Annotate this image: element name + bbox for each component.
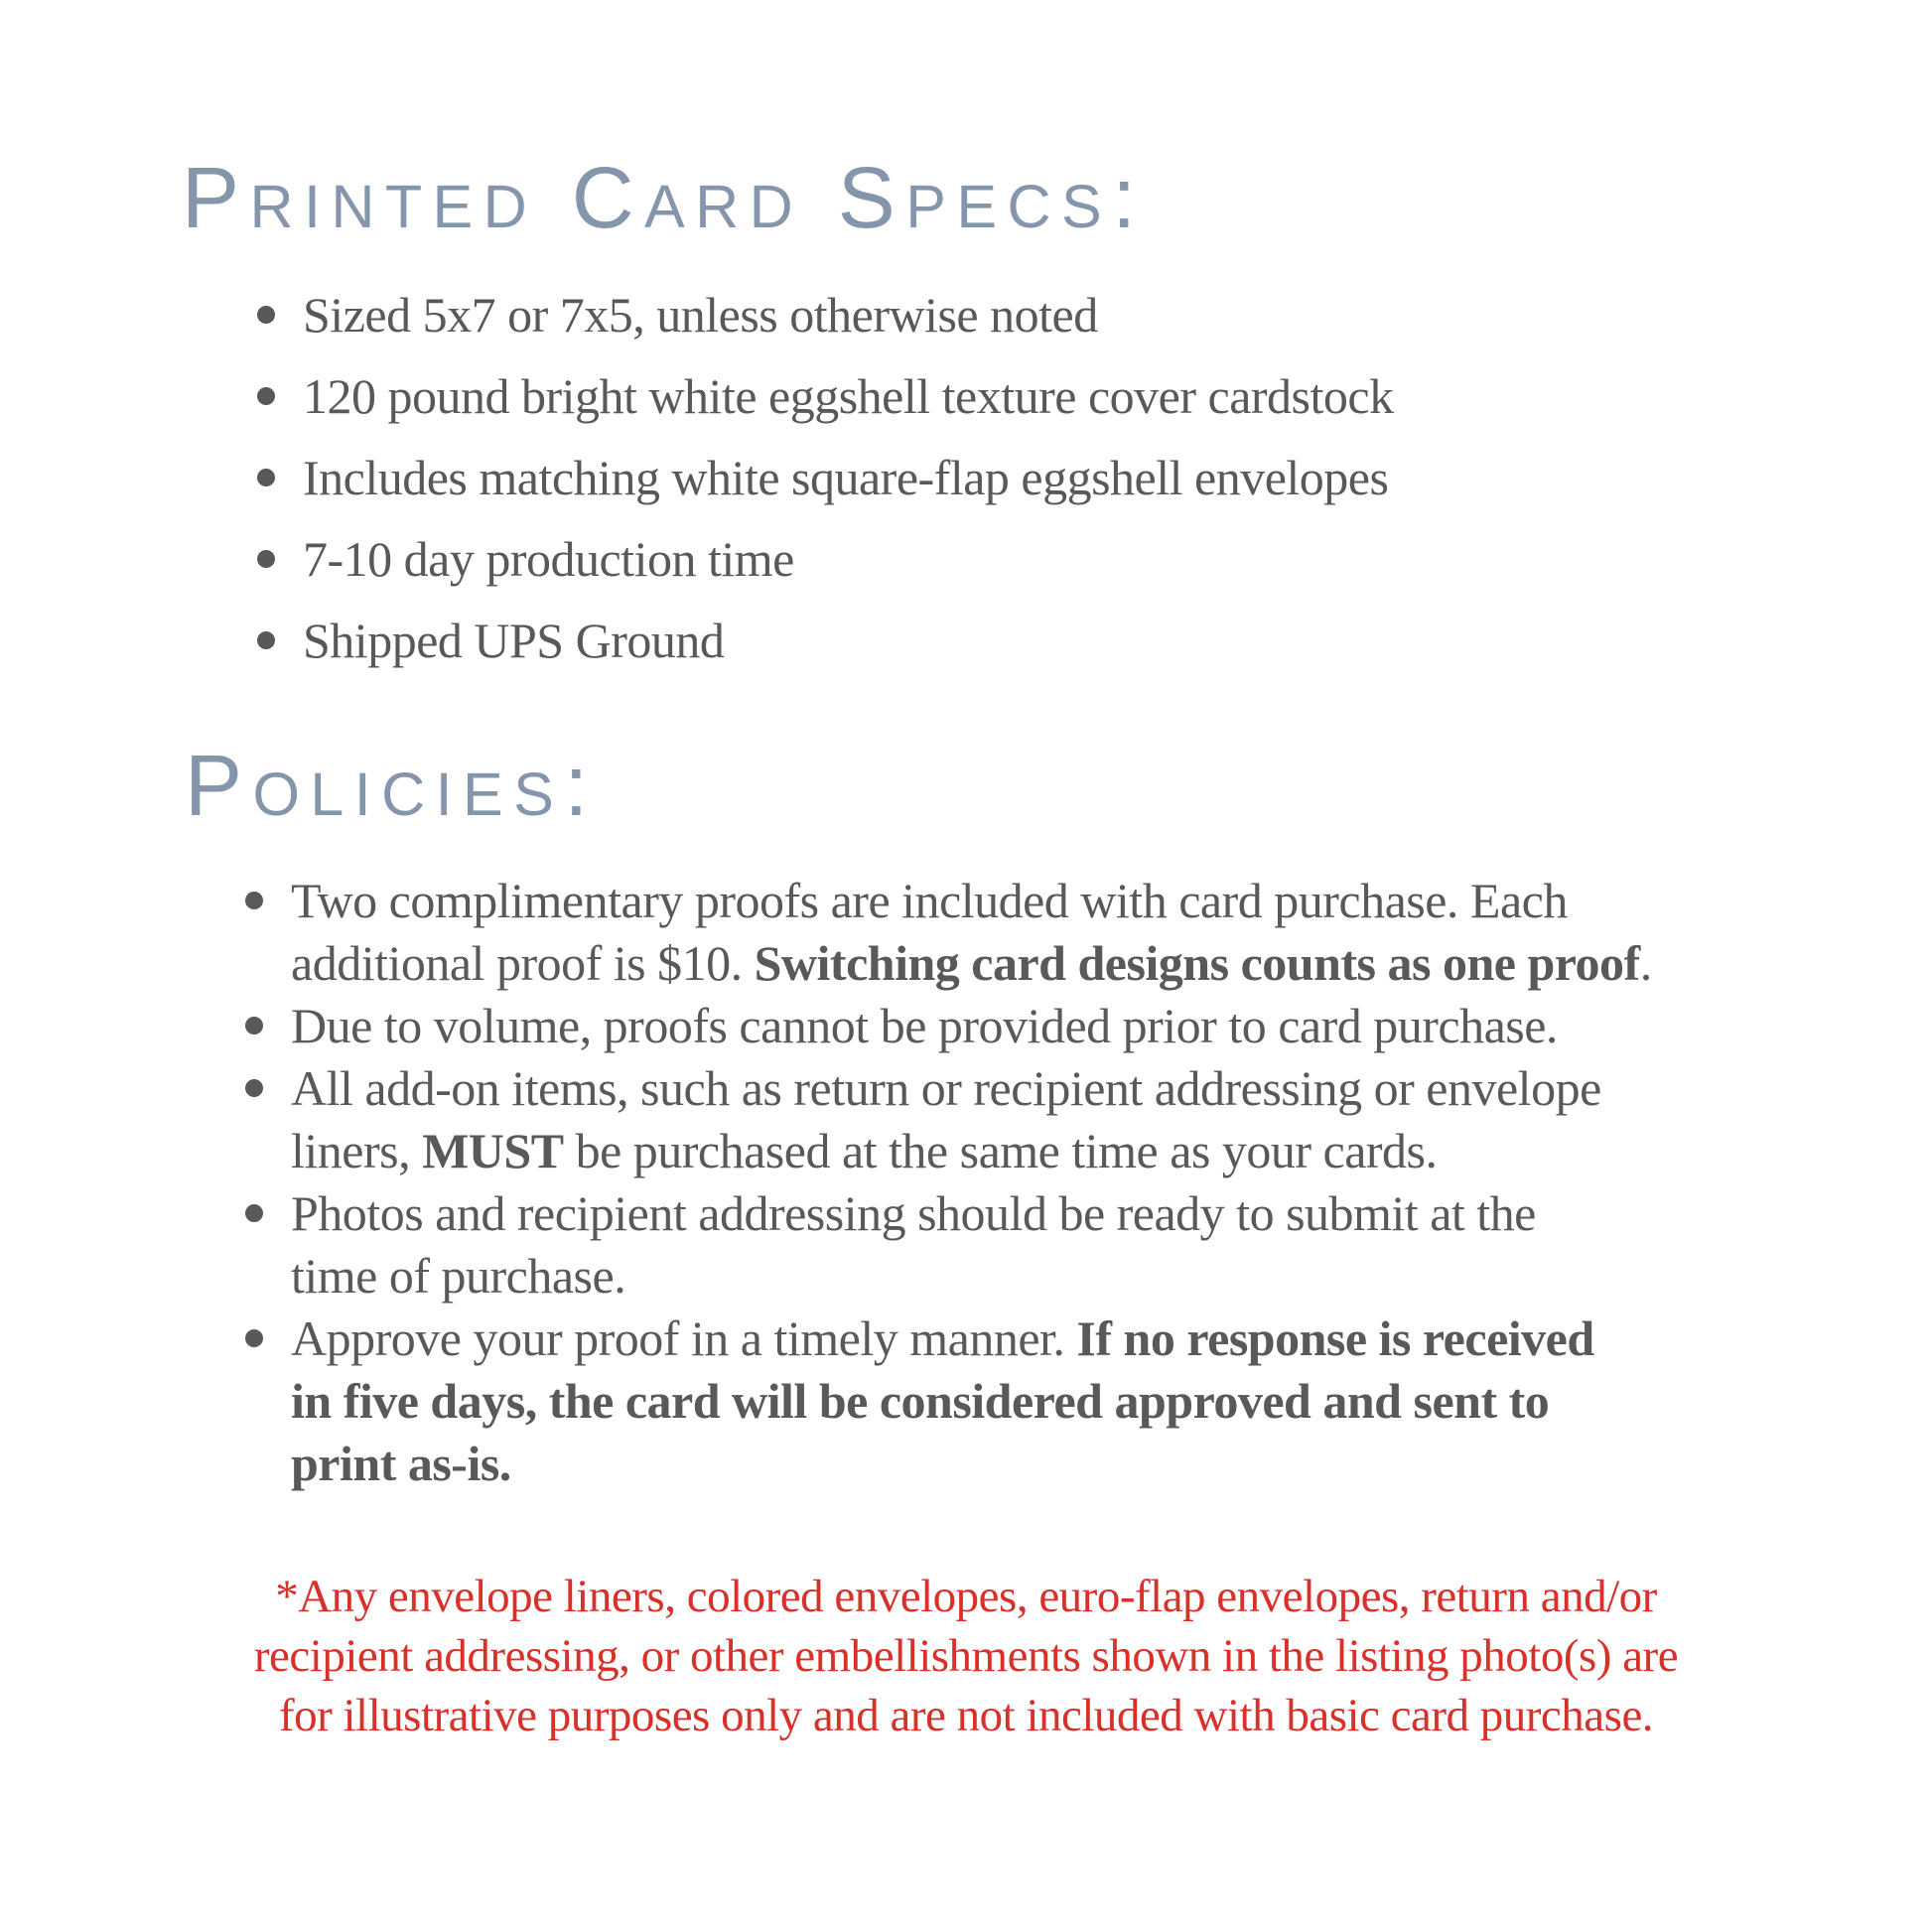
list-item xyxy=(291,1057,1840,1182)
list-item xyxy=(303,365,1792,427)
policies-list xyxy=(291,870,1840,1495)
text-segment-bold: in five days, the card will be considered approved and sent to xyxy=(291,1373,1550,1429)
bullet-icon xyxy=(257,631,275,649)
printed-card-specs-title: Printed Card Specs: xyxy=(182,150,1147,246)
list-item xyxy=(303,447,1792,508)
text-segment: All add-on items, such as return or recipient addressing or envelope xyxy=(291,1060,1601,1116)
bullet-icon xyxy=(245,1017,263,1035)
text-segment-bold: MUST xyxy=(422,1123,564,1178)
list-item-text: 120 pound bright white eggshell texture cover cardstock xyxy=(303,368,1394,424)
list-item-text: Includes matching white square-flap eggshell envelopes xyxy=(303,450,1389,505)
disclaimer-note xyxy=(99,1567,1833,1745)
list-item xyxy=(303,284,1792,345)
list-item-text xyxy=(291,1311,1594,1491)
bullet-icon xyxy=(257,306,275,324)
text-segment: Photos and recipient addressing should be ready to submit at the xyxy=(291,1185,1536,1241)
list-item-text: 7-10 day production time xyxy=(303,531,794,587)
text-segment-bold: Switching card designs counts as one proof xyxy=(754,935,1640,991)
text-segment-bold: If no response is received xyxy=(1076,1311,1594,1366)
list-item xyxy=(291,870,1840,995)
text-segment: time of purchase. xyxy=(291,1248,626,1304)
list-item-text xyxy=(291,998,1558,1053)
list-item-text xyxy=(291,873,1652,991)
text-segment: liners, xyxy=(291,1123,423,1178)
text-segment: Due to volume, proofs cannot be provided prior to card purchase. xyxy=(291,998,1558,1053)
list-item xyxy=(291,1308,1840,1495)
bullet-icon xyxy=(257,469,275,486)
policies-title: Policies: xyxy=(185,738,599,834)
list-item xyxy=(291,995,1840,1057)
bullet-icon xyxy=(257,387,275,405)
disclaimer-line: for illustrative purposes only and are not included with basic card purchase. xyxy=(278,1690,1654,1741)
text-segment: . xyxy=(1639,935,1652,991)
bullet-icon xyxy=(245,892,263,909)
list-item xyxy=(303,528,1792,590)
list-item-text: Shipped UPS Ground xyxy=(303,613,725,668)
specs-list xyxy=(303,284,1792,691)
text-segment: additional proof is $10. xyxy=(291,935,755,991)
text-segment-bold: print as-is. xyxy=(291,1436,511,1491)
disclaimer-line: *Any envelope liners, colored envelopes, euro-flap envelopes, return and/or xyxy=(275,1571,1657,1622)
bullet-icon xyxy=(257,550,275,568)
list-item xyxy=(303,610,1792,671)
list-item-text: Sized 5x7 or 7x5, unless otherwise noted xyxy=(303,287,1098,343)
bullet-icon xyxy=(245,1079,263,1097)
text-segment: Approve your proof in a timely manner. xyxy=(291,1311,1077,1366)
list-item-text xyxy=(291,1060,1601,1178)
text-segment: be purchased at the same time as your cards. xyxy=(563,1123,1438,1178)
disclaimer-line: recipient addressing, or other embellishments shown in the listing photo(s) are xyxy=(253,1630,1679,1682)
list-item xyxy=(291,1182,1840,1308)
text-segment: Two complimentary proofs are included with card purchase. Each xyxy=(291,873,1568,928)
list-item-text xyxy=(291,1185,1536,1304)
bullet-icon xyxy=(245,1204,263,1222)
bullet-icon xyxy=(245,1329,263,1347)
